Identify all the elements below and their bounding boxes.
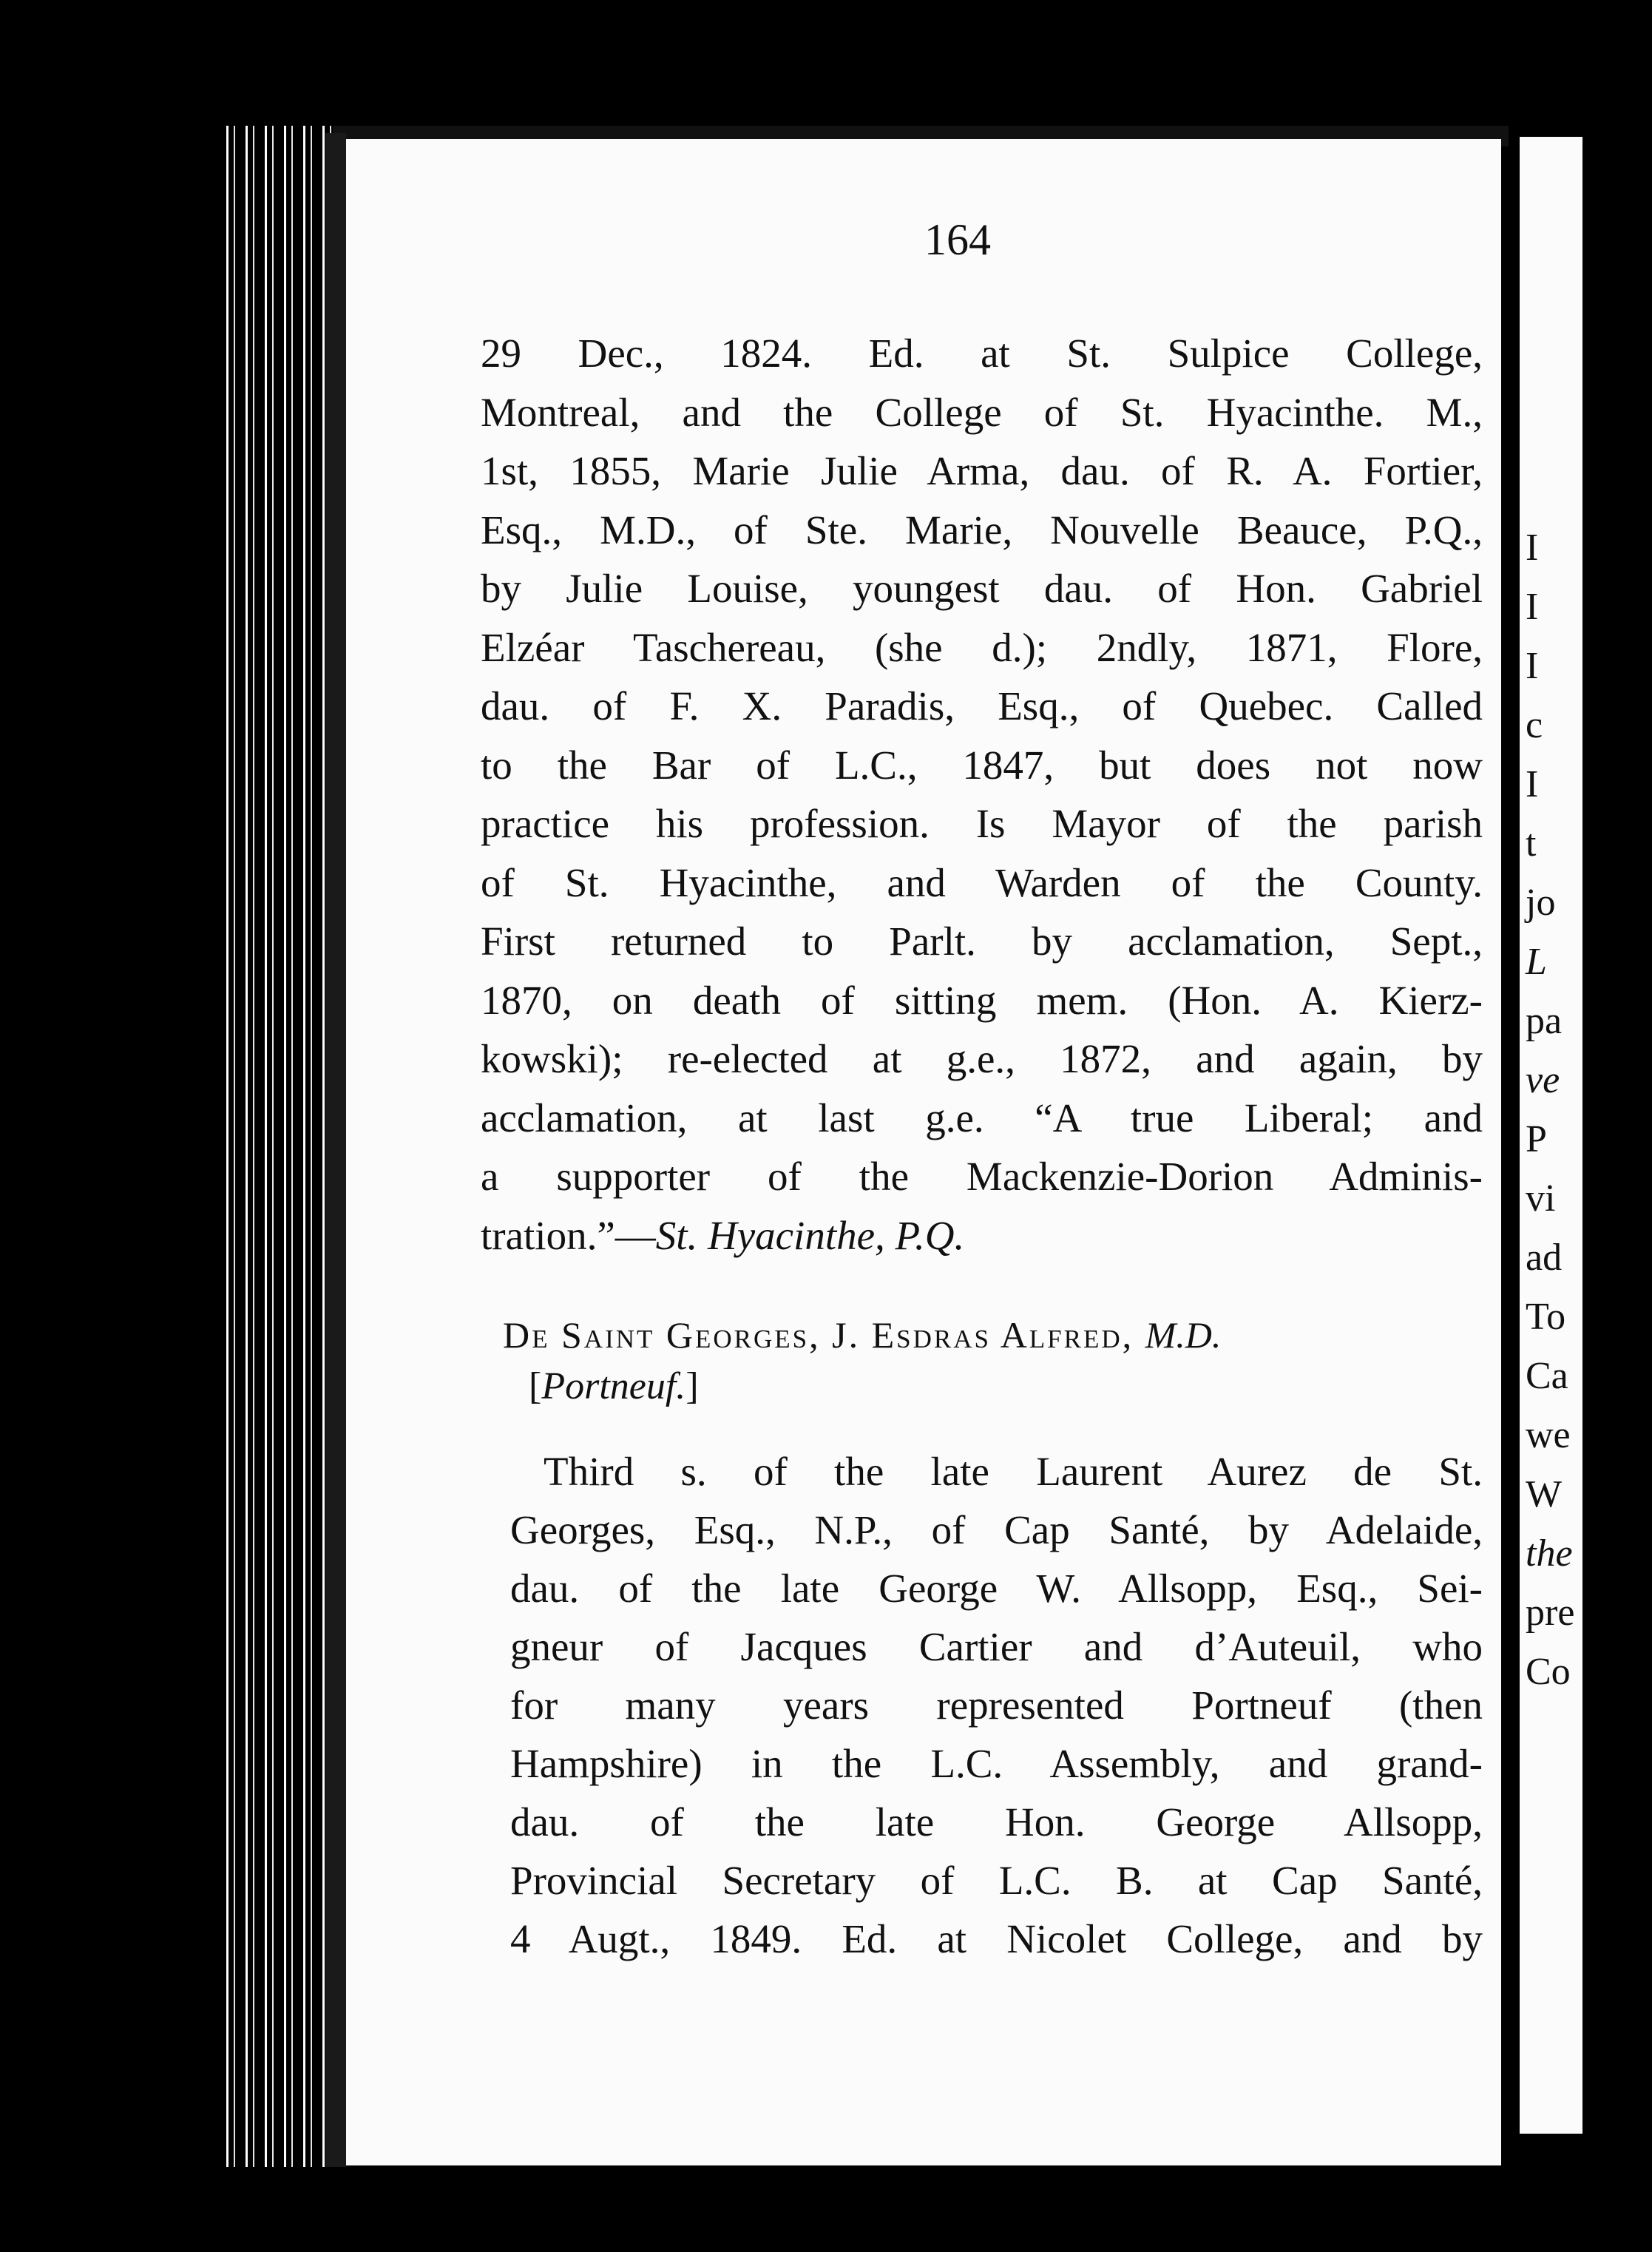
- text-line: Georges, Esq., N.P., of Cap Santé, by Adelaide,: [510, 1507, 1483, 1552]
- text-line: 4 Augt., 1849. Ed. at Nicolet College, and by: [510, 1916, 1483, 1961]
- right-fragment: To: [1526, 1296, 1566, 1338]
- entry-heading: [503, 1308, 1497, 1362]
- page-number: 164: [924, 215, 991, 264]
- right-fragment: I: [1526, 763, 1539, 805]
- text-line: acclamation, at last g.e. “A true Liberal; and: [481, 1095, 1483, 1140]
- entry-given-names: J. Esdras Alfred,: [832, 1314, 1134, 1356]
- right-fragment: L: [1526, 941, 1547, 983]
- text-line: a supporter of the Mackenzie-Dorion Adminis-: [481, 1154, 1483, 1199]
- text-line: by Julie Louise, youngest dau. of Hon. Gabriel: [481, 566, 1483, 611]
- right-fragment: jo: [1526, 882, 1556, 924]
- right-fragment: W: [1526, 1473, 1563, 1515]
- entry-degree: M.D.: [1145, 1314, 1222, 1356]
- residence: St. Hyacinthe, P.Q.: [655, 1212, 965, 1258]
- right-fragment: I: [1526, 586, 1539, 628]
- text-line: dau. of F. X. Paradis, Esq., of Quebec. Called: [481, 683, 1483, 728]
- spine-edge: [325, 133, 346, 2167]
- right-fragment: vi: [1526, 1177, 1556, 1220]
- right-fragment: c: [1526, 704, 1543, 746]
- right-fragment: pre: [1526, 1592, 1575, 1634]
- right-fragment: Co: [1526, 1651, 1571, 1693]
- right-fragment: I: [1526, 645, 1539, 687]
- closing-text: tration.”—: [481, 1212, 656, 1258]
- entry-body-paragraph: [510, 1442, 1483, 1968]
- right-fragment: the: [1526, 1532, 1573, 1575]
- text-line: kowski); re-elected at g.e., 1872, and again, by: [481, 1036, 1483, 1081]
- right-fragment: we: [1526, 1414, 1571, 1456]
- right-fragment: Ca: [1526, 1355, 1568, 1397]
- entry-constituency: [Portneuf.]: [529, 1365, 699, 1407]
- book-spine: [222, 126, 333, 2167]
- text-line: to the Bar of L.C., 1847, but does not now: [481, 742, 1483, 788]
- entry-continuation-paragraph: [481, 324, 1483, 1265]
- text-line: First returned to Parlt. by acclamation, Sept.,: [481, 919, 1483, 964]
- text-line: 1st, 1855, Marie Julie Arma, dau. of R. A. Fortier,: [481, 448, 1483, 493]
- text-line: dau. of the late George W. Allsopp, Esq., Sei-: [510, 1566, 1483, 1611]
- right-fragment: I: [1526, 527, 1539, 569]
- text-line: dau. of the late Hon. George Allsopp,: [510, 1799, 1483, 1844]
- right-fragment: t: [1526, 822, 1537, 865]
- text-line: Montreal, and the College of St. Hyacinthe. M.,: [481, 389, 1483, 435]
- text-line: Esq., M.D., of Ste. Marie, Nouvelle Beauce, P.Q.,: [481, 507, 1483, 552]
- text-line: of St. Hyacinthe, and Warden of the County.: [481, 859, 1483, 905]
- text-line: gneur of Jacques Cartier and d’Auteuil, who: [510, 1624, 1483, 1669]
- right-fragment: ad: [1526, 1237, 1563, 1279]
- text-line: for many years represented Portneuf (then: [510, 1683, 1483, 1728]
- closing-line: [481, 1206, 1483, 1265]
- text-line: practice his profession. Is Mayor of the parish: [481, 801, 1483, 846]
- text-line: 29 Dec., 1824. Ed. at St. Sulpice College,: [481, 331, 1483, 376]
- right-fragment: P: [1526, 1118, 1547, 1160]
- text-line: Third s. of the late Laurent Aurez de St.: [544, 1449, 1483, 1494]
- text-line: Hampshire) in the L.C. Assembly, and grand-: [510, 1741, 1483, 1786]
- right-fragment: ve: [1526, 1059, 1560, 1101]
- text-line: Elzéar Taschereau, (she d.); 2ndly, 1871, Flore,: [481, 624, 1483, 670]
- right-page-edge: [1520, 137, 1582, 2134]
- text-line: 1870, on death of sitting mem. (Hon. A. Kierz-: [481, 977, 1483, 1023]
- text-line: Provincial Secretary of L.C. B. at Cap Santé,: [510, 1858, 1483, 1903]
- entry-surname: De Saint Georges,: [503, 1314, 821, 1356]
- constituency-name: Portneuf.: [541, 1365, 686, 1407]
- right-fragment: pa: [1526, 1000, 1563, 1042]
